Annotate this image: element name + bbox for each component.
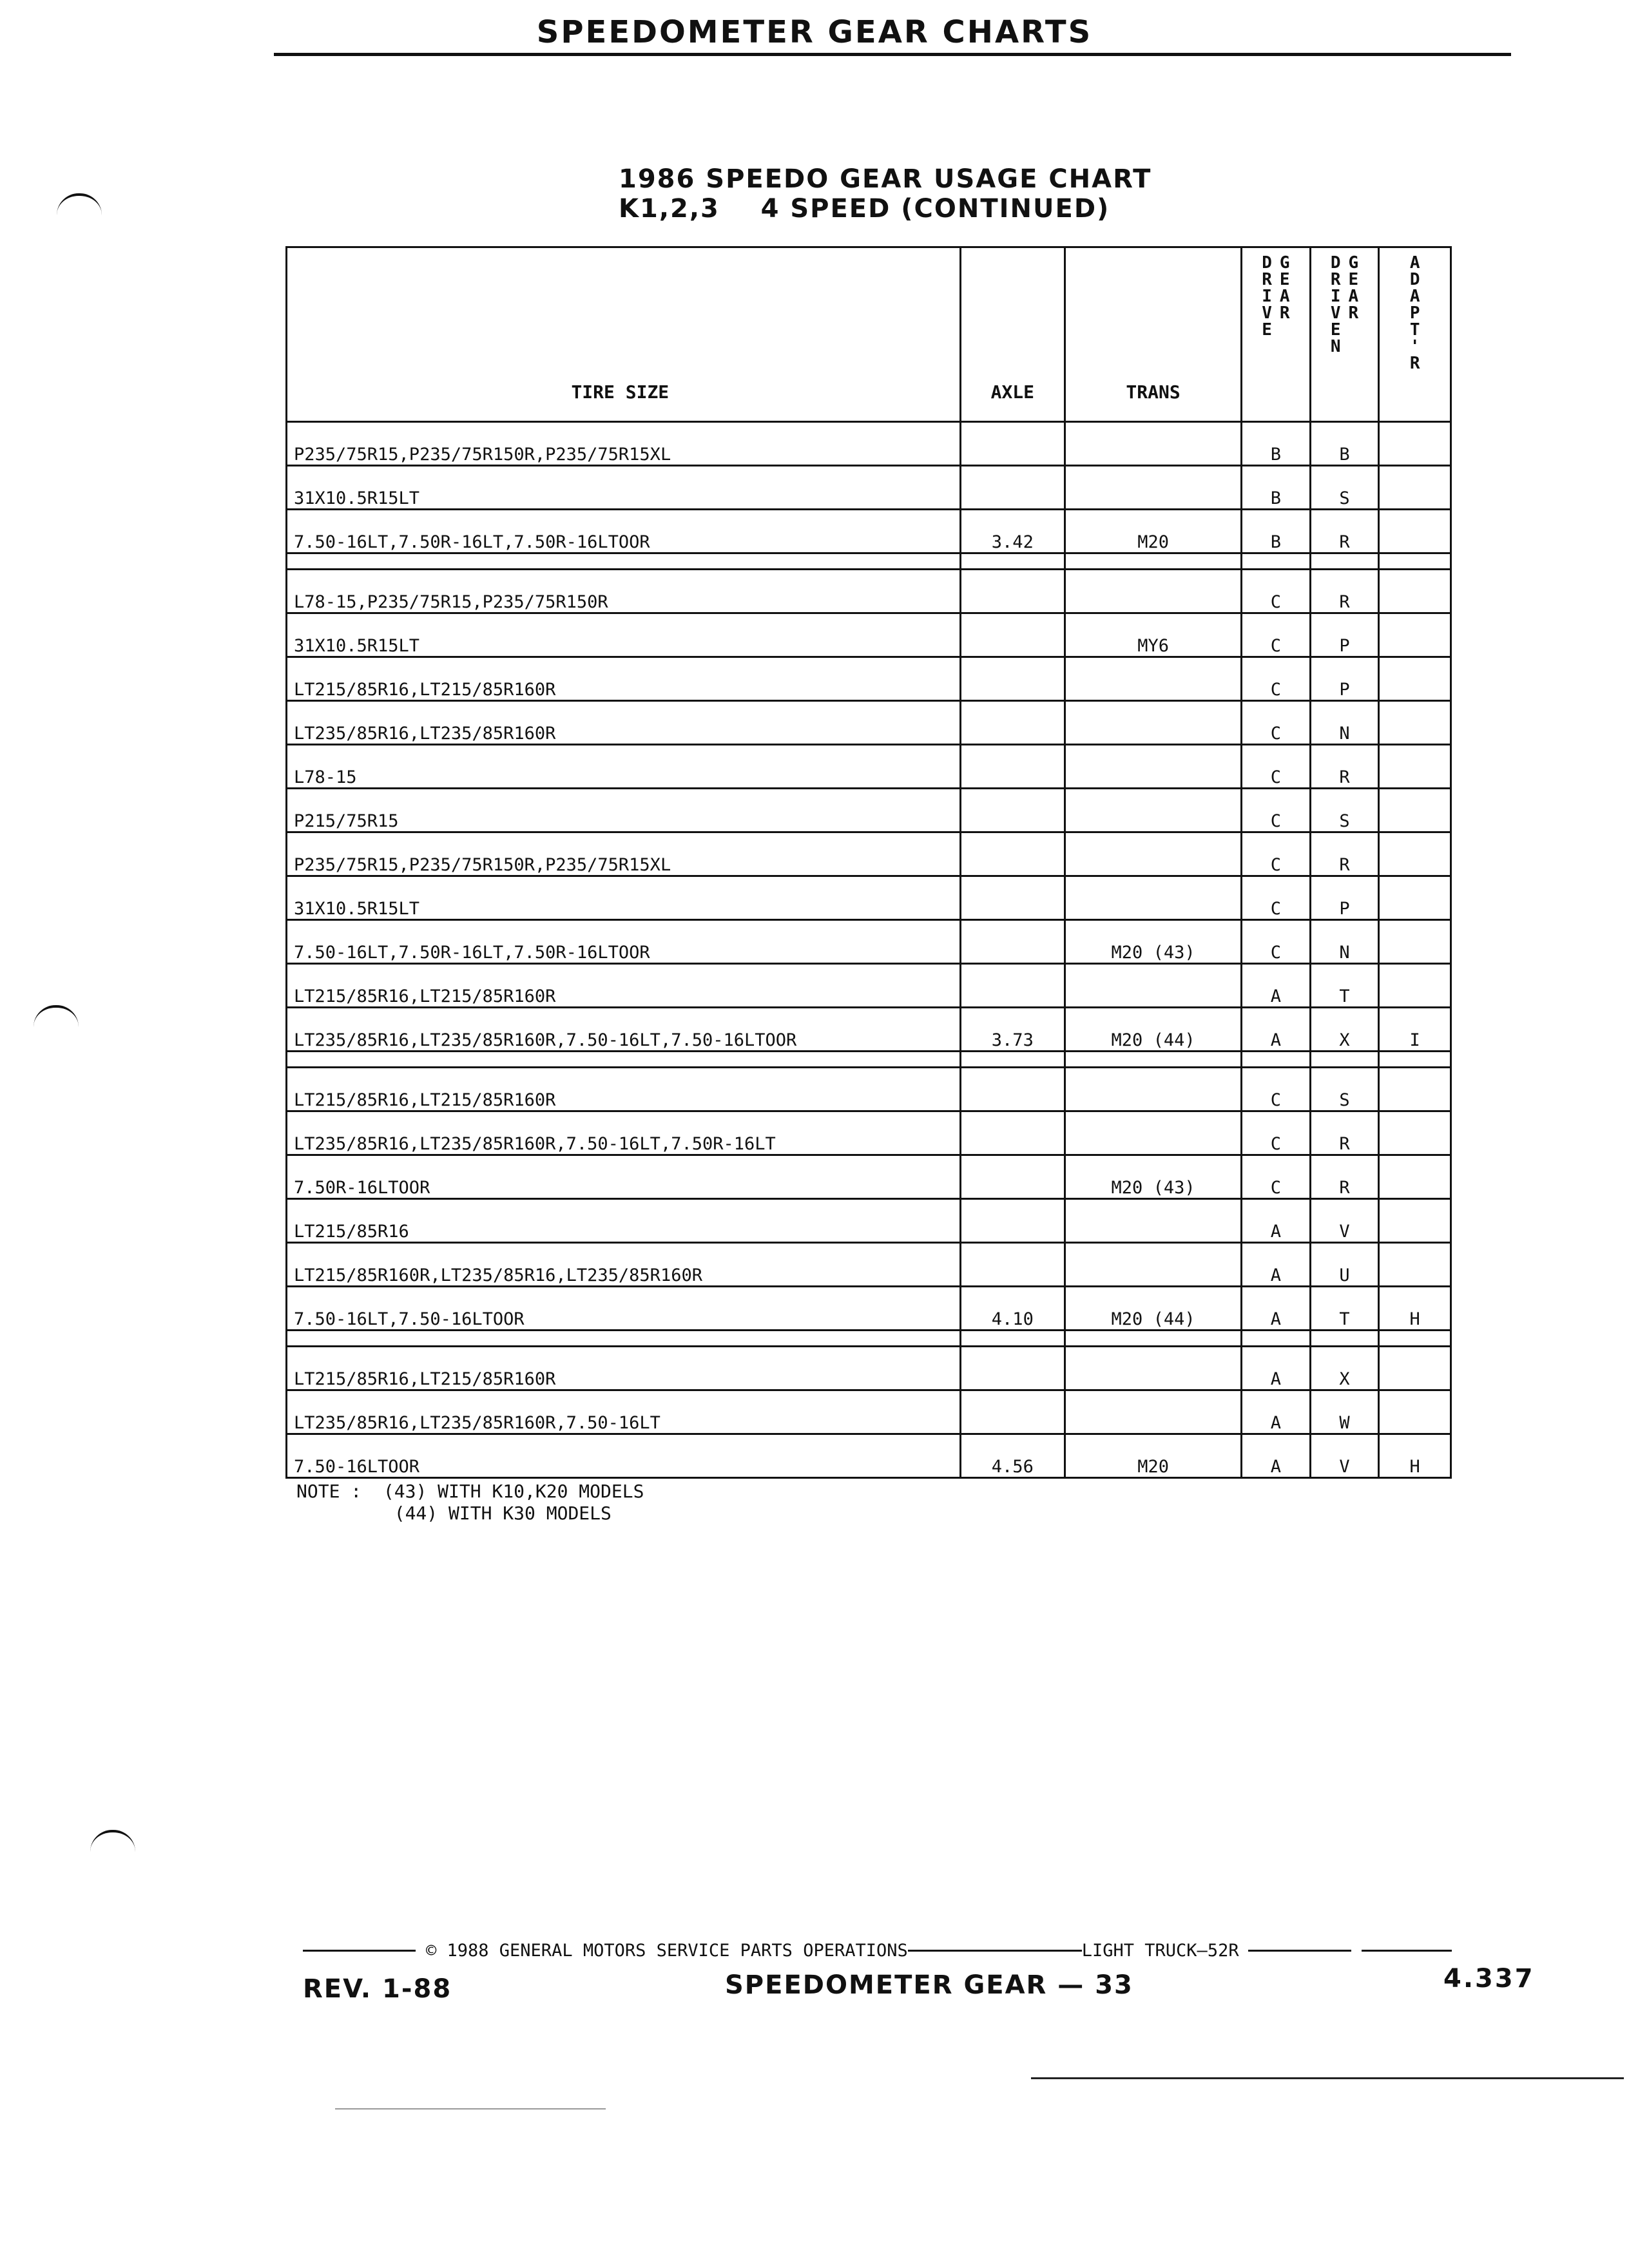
driven-gear-cell: R [1310, 570, 1379, 613]
driven-gear-cell: S [1310, 466, 1379, 510]
trans-cell: MY6 [1065, 613, 1242, 657]
trans-cell [1065, 570, 1242, 613]
footer-revision: REV. 1-88 [303, 1974, 452, 2004]
separator-cell [1065, 553, 1242, 570]
table-row [287, 832, 1451, 876]
tire-size-cell: P215/75R15 [287, 789, 961, 832]
driven-gear-cell: P [1310, 876, 1379, 920]
tire-size-cell: P235/75R15,P235/75R150R,P235/75R15XL [287, 832, 961, 876]
driven-gear-cell: T [1310, 1287, 1379, 1331]
footer-dash [1362, 1950, 1452, 1952]
adapter-cell [1379, 876, 1451, 920]
adapter-cell: H [1379, 1434, 1451, 1478]
margin-mark [34, 1005, 79, 1027]
axle-cell [960, 832, 1065, 876]
trans-cell [1065, 964, 1242, 1008]
adapter-cell [1379, 466, 1451, 510]
table-row [287, 1155, 1451, 1199]
driven-gear-cell: S [1310, 1068, 1379, 1111]
trans-cell [1065, 657, 1242, 701]
separator-cell [287, 1052, 961, 1068]
trans-cell [1065, 1347, 1242, 1390]
adapter-cell [1379, 789, 1451, 832]
table-row [287, 1111, 1451, 1155]
axle-cell [960, 701, 1065, 745]
trans-cell [1065, 1199, 1242, 1243]
speedo-gear-table [285, 246, 1452, 1479]
axle-cell [960, 920, 1065, 964]
drive-gear-cell: C [1242, 1155, 1311, 1199]
tire-size-cell: LT215/85R16,LT215/85R160R [287, 1347, 961, 1390]
col-header-axle: AXLE [960, 247, 1065, 422]
drive-gear-cell: B [1242, 422, 1311, 466]
adapter-cell [1379, 1347, 1451, 1390]
drive-gear-cell: C [1242, 832, 1311, 876]
footer-section: LIGHT TRUCK—52R [1081, 1941, 1239, 1961]
trans-cell [1065, 466, 1242, 510]
driven-gear-cell: P [1310, 657, 1379, 701]
tire-size-cell: 7.50-16LT,7.50R-16LT,7.50R-16LTOOR [287, 510, 961, 553]
drive-gear-cell: C [1242, 613, 1311, 657]
trans-cell: M20 (43) [1065, 1155, 1242, 1199]
axle-cell [960, 1111, 1065, 1155]
table-row [287, 1008, 1451, 1052]
separator-cell [1065, 1331, 1242, 1347]
axle-cell [960, 876, 1065, 920]
tire-size-cell: 7.50-16LT,7.50R-16LT,7.50R-16LTOOR [287, 920, 961, 964]
chart-title [619, 164, 1152, 224]
header-vertical-word: D R I V E N [1330, 253, 1341, 356]
axle-cell: 4.10 [960, 1287, 1065, 1331]
adapter-cell [1379, 920, 1451, 964]
tire-size-cell: LT235/85R16,LT235/85R160R,7.50-16LT,7.50-16LTOOR [287, 1008, 961, 1052]
tire-size-cell: LT215/85R16,LT215/85R160R [287, 657, 961, 701]
drive-gear-cell: C [1242, 745, 1311, 789]
tire-size-cell: L78-15 [287, 745, 961, 789]
drive-gear-cell: A [1242, 1287, 1311, 1331]
drive-gear-cell: C [1242, 920, 1311, 964]
header-vertical-word: D R I V E [1262, 253, 1272, 340]
axle-cell [960, 1243, 1065, 1287]
table-row [287, 964, 1451, 1008]
drive-gear-cell: C [1242, 570, 1311, 613]
table-row [287, 1434, 1451, 1478]
tire-size-cell: LT215/85R160R,LT235/85R16,LT235/85R160R [287, 1243, 961, 1287]
separator-cell [287, 553, 961, 570]
trans-cell [1065, 1111, 1242, 1155]
table-row [287, 701, 1451, 745]
driven-gear-cell: P [1310, 613, 1379, 657]
drive-gear-cell: C [1242, 657, 1311, 701]
table-row [287, 1390, 1451, 1434]
header-vertical-word: G E A R [1348, 253, 1359, 323]
axle-cell [960, 1390, 1065, 1434]
adapter-cell [1379, 570, 1451, 613]
group-separator-row [287, 553, 1451, 570]
trans-cell [1065, 789, 1242, 832]
table-row [287, 876, 1451, 920]
adapter-cell [1379, 657, 1451, 701]
adapter-cell [1379, 1199, 1451, 1243]
axle-cell [960, 964, 1065, 1008]
adapter-cell [1379, 1243, 1451, 1287]
adapter-cell [1379, 422, 1451, 466]
axle-cell [960, 789, 1065, 832]
col-header-tire-size: TIRE SIZE [287, 247, 961, 422]
chart-title-line2: K1,2,3 4 SPEED (CONTINUED) [619, 194, 1110, 224]
driven-gear-cell: R [1310, 745, 1379, 789]
note-label: NOTE : [296, 1481, 362, 1502]
footer-page-number: 4.337 [1443, 1964, 1535, 1994]
separator-cell [1379, 1052, 1451, 1068]
axle-cell [960, 613, 1065, 657]
col-header-trans: TRANS [1065, 247, 1242, 422]
separator-cell [1242, 1052, 1311, 1068]
table-row [287, 1287, 1451, 1331]
axle-cell [960, 1347, 1065, 1390]
trans-cell [1065, 1390, 1242, 1434]
drive-gear-cell: C [1242, 701, 1311, 745]
drive-gear-cell: C [1242, 1068, 1311, 1111]
separator-cell [1242, 553, 1311, 570]
table-row [287, 657, 1451, 701]
driven-gear-cell: V [1310, 1434, 1379, 1478]
footer-dash [1248, 1950, 1351, 1952]
driven-gear-cell: R [1310, 1111, 1379, 1155]
table-row [287, 422, 1451, 466]
separator-cell [1379, 553, 1451, 570]
trans-cell [1065, 422, 1242, 466]
table-row [287, 789, 1451, 832]
trans-cell [1065, 745, 1242, 789]
tire-size-cell: 31X10.5R15LT [287, 466, 961, 510]
trans-cell: M20 (44) [1065, 1287, 1242, 1331]
adapter-cell [1379, 964, 1451, 1008]
footer-center-title: SPEEDOMETER GEAR — 33 [725, 1970, 1133, 2000]
drive-gear-cell: A [1242, 1347, 1311, 1390]
bottom-rule [1031, 2077, 1624, 2079]
separator-cell [1065, 1052, 1242, 1068]
adapter-cell [1379, 510, 1451, 553]
table-row [287, 570, 1451, 613]
tire-size-cell: L78-15,P235/75R15,P235/75R150R [287, 570, 961, 613]
separator-cell [1242, 1331, 1311, 1347]
trans-cell [1065, 1068, 1242, 1111]
tire-size-cell: LT215/85R16,LT215/85R160R [287, 1068, 961, 1111]
tire-size-cell: 7.50-16LTOOR [287, 1434, 961, 1478]
trans-cell [1065, 876, 1242, 920]
adapter-cell: H [1379, 1287, 1451, 1331]
tire-size-cell: LT235/85R16,LT235/85R160R [287, 701, 961, 745]
tire-size-cell: LT235/85R16,LT235/85R160R,7.50-16LT [287, 1390, 961, 1434]
separator-cell [1310, 553, 1379, 570]
header-vertical-word: G E A R [1279, 253, 1290, 323]
drive-gear-cell: A [1242, 1008, 1311, 1052]
tire-size-cell: 31X10.5R15LT [287, 876, 961, 920]
footer-dash [908, 1950, 1082, 1952]
trans-cell: M20 [1065, 1434, 1242, 1478]
tire-size-cell: 7.50R-16LTOOR [287, 1155, 961, 1199]
col-header-drive-gear [1242, 247, 1311, 422]
driven-gear-cell: N [1310, 701, 1379, 745]
footer-dash [303, 1950, 416, 1952]
tire-size-cell: P235/75R15,P235/75R150R,P235/75R15XL [287, 422, 961, 466]
driven-gear-cell: R [1310, 1155, 1379, 1199]
group-separator-row [287, 1052, 1451, 1068]
adapter-cell: I [1379, 1008, 1451, 1052]
separator-cell [1310, 1052, 1379, 1068]
table-row [287, 466, 1451, 510]
table-row [287, 1347, 1451, 1390]
table-header-row [287, 247, 1451, 422]
table-row [287, 920, 1451, 964]
adapter-cell [1379, 745, 1451, 789]
table-row [287, 1243, 1451, 1287]
drive-gear-cell: A [1242, 1199, 1311, 1243]
table-row [287, 510, 1451, 553]
trans-cell [1065, 832, 1242, 876]
drive-gear-cell: B [1242, 466, 1311, 510]
adapter-cell [1379, 832, 1451, 876]
tire-size-cell: LT215/85R16,LT215/85R160R [287, 964, 961, 1008]
tire-size-cell: LT235/85R16,LT235/85R160R,7.50-16LT,7.50R-16LT [287, 1111, 961, 1155]
header-vertical-word: A D A P T ' R [1409, 253, 1420, 373]
separator-cell [960, 1052, 1065, 1068]
driven-gear-cell: S [1310, 789, 1379, 832]
drive-gear-cell: A [1242, 1390, 1311, 1434]
tire-size-cell: LT215/85R16 [287, 1199, 961, 1243]
drive-gear-cell: A [1242, 1243, 1311, 1287]
trans-cell: M20 (43) [1065, 920, 1242, 964]
axle-cell [960, 1155, 1065, 1199]
note-line-44: (44) WITH K30 MODELS [394, 1503, 612, 1524]
header-rule [274, 53, 1511, 56]
drive-gear-cell: B [1242, 510, 1311, 553]
table-row [287, 1068, 1451, 1111]
driven-gear-cell: U [1310, 1243, 1379, 1287]
table-body [287, 422, 1451, 1478]
drive-gear-cell: A [1242, 1434, 1311, 1478]
note-block [296, 1481, 644, 1524]
adapter-cell [1379, 1111, 1451, 1155]
col-header-adapter [1379, 247, 1451, 422]
drive-gear-cell: C [1242, 789, 1311, 832]
driven-gear-cell: X [1310, 1347, 1379, 1390]
col-header-driven-gear [1310, 247, 1379, 422]
note-line-43: (43) WITH K10,K20 MODELS [383, 1481, 644, 1502]
driven-gear-cell: X [1310, 1008, 1379, 1052]
driven-gear-cell: N [1310, 920, 1379, 964]
trans-cell: M20 [1065, 510, 1242, 553]
axle-cell [960, 1068, 1065, 1111]
page-header-title: SPEEDOMETER GEAR CHARTS [536, 14, 1093, 50]
adapter-cell [1379, 1155, 1451, 1199]
footer-copyright: © 1988 GENERAL MOTORS SERVICE PARTS OPERATIONS [426, 1941, 908, 1961]
axle-cell [960, 422, 1065, 466]
drive-gear-cell: A [1242, 964, 1311, 1008]
table-row [287, 745, 1451, 789]
adapter-cell [1379, 1390, 1451, 1434]
driven-gear-cell: B [1310, 422, 1379, 466]
tire-size-cell: 31X10.5R15LT [287, 613, 961, 657]
axle-cell [960, 745, 1065, 789]
drive-gear-cell: C [1242, 1111, 1311, 1155]
separator-cell [1379, 1331, 1451, 1347]
separator-cell [960, 553, 1065, 570]
margin-mark [90, 1830, 135, 1852]
separator-cell [287, 1331, 961, 1347]
axle-cell [960, 1199, 1065, 1243]
axle-cell: 4.56 [960, 1434, 1065, 1478]
chart-title-line1: 1986 SPEEDO GEAR USAGE CHART [619, 164, 1152, 194]
tire-size-cell: 7.50-16LT,7.50-16LTOOR [287, 1287, 961, 1331]
bottom-faint-rule [335, 2108, 606, 2109]
driven-gear-cell: R [1310, 832, 1379, 876]
drive-gear-cell: C [1242, 876, 1311, 920]
axle-cell [960, 570, 1065, 613]
driven-gear-cell: V [1310, 1199, 1379, 1243]
axle-cell: 3.42 [960, 510, 1065, 553]
trans-cell [1065, 701, 1242, 745]
footer-copyright-line [303, 1941, 1540, 1961]
driven-gear-cell: W [1310, 1390, 1379, 1434]
table-row [287, 613, 1451, 657]
margin-mark [57, 193, 102, 215]
group-separator-row [287, 1331, 1451, 1347]
driven-gear-cell: T [1310, 964, 1379, 1008]
adapter-cell [1379, 701, 1451, 745]
axle-cell: 3.73 [960, 1008, 1065, 1052]
trans-cell [1065, 1243, 1242, 1287]
separator-cell [1310, 1331, 1379, 1347]
separator-cell [960, 1331, 1065, 1347]
axle-cell [960, 657, 1065, 701]
table-row [287, 1199, 1451, 1243]
adapter-cell [1379, 1068, 1451, 1111]
adapter-cell [1379, 613, 1451, 657]
axle-cell [960, 466, 1065, 510]
driven-gear-cell: R [1310, 510, 1379, 553]
trans-cell: M20 (44) [1065, 1008, 1242, 1052]
